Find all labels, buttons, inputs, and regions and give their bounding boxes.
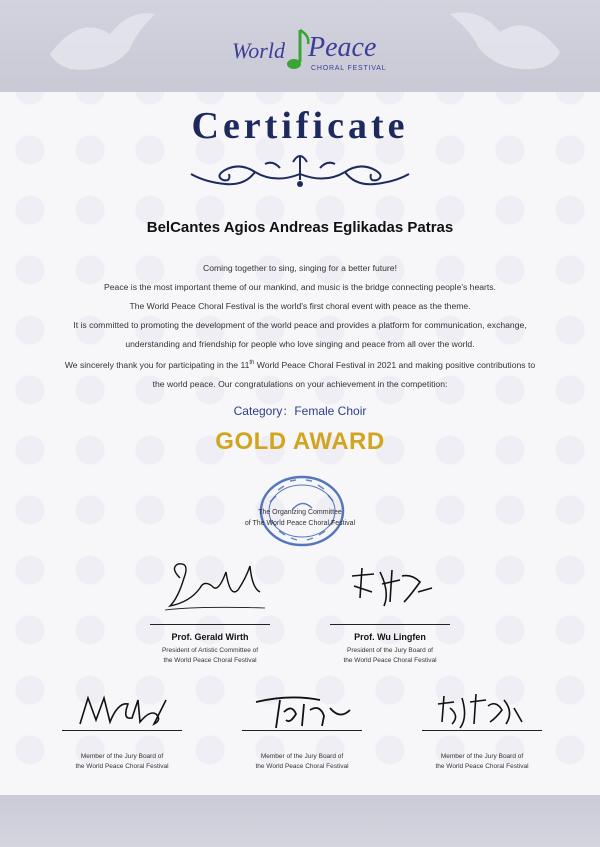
logo-subtitle: CHORAL FESTIVAL	[311, 65, 387, 72]
organizer-line: of The World Peace Choral Festival	[244, 520, 356, 527]
signatory-name: Prof. Wu Lingfen	[354, 632, 426, 642]
signature-line	[62, 730, 182, 731]
organizing-committee	[200, 507, 400, 529]
certificate-body-text	[40, 259, 560, 394]
role-line: President of the Jury Board of	[347, 647, 433, 654]
signature-gerald-wirth	[160, 558, 270, 618]
role-line: the World Peace Choral Festival	[435, 763, 529, 770]
role-line: Member of the Jury Board of	[440, 753, 524, 760]
role-line: the World Peace Choral Festival	[255, 763, 349, 770]
festival-logo	[0, 22, 600, 82]
body-line: It is committed to promoting the development of the world peace and provides a platform for communication, exchange,	[73, 320, 527, 330]
role-line: Member of the Jury Board of	[80, 753, 164, 760]
signatory-role	[130, 646, 290, 666]
signatory-role	[42, 752, 202, 772]
role-line: Member of the Jury Board of	[260, 753, 344, 760]
flourish-ornament-icon	[185, 150, 415, 192]
signatory-role	[402, 752, 562, 772]
signature-line	[150, 624, 270, 625]
signatory-role	[222, 752, 382, 772]
body-line: the world peace. Our congratulations on your achievement in the competition:	[152, 378, 448, 389]
role-line: the World Peace Choral Festival	[163, 657, 257, 664]
signatory-role	[310, 646, 470, 666]
body-line	[40, 354, 560, 375]
role-line: President of Artistic Committee of	[161, 647, 259, 654]
body-line-part: World Peace Choral Festival in 2021 and making positive contributions to	[254, 359, 536, 370]
body-line: The World Peace Choral Festival is the world's first choral event with peace as the theme.	[129, 301, 471, 311]
signature-line	[422, 730, 542, 731]
body-line: understanding and friendship for people who love singing and peace from all over the world.	[125, 339, 475, 349]
role-line: the World Peace Choral Festival	[75, 763, 169, 770]
top-banner	[0, 0, 600, 92]
jury-member-signature	[70, 690, 180, 735]
certificate-title: Certificate	[191, 105, 409, 147]
logo-word-peace: Peace	[308, 32, 377, 63]
jury-member-signature	[250, 690, 360, 735]
body-line: Peace is the most important theme of our mankind, and music is the bridge connecting people's hearts.	[104, 282, 496, 292]
role-line: the World Peace Choral Festival	[343, 657, 437, 664]
bottom-banner	[0, 795, 600, 847]
body-line-part: We sincerely thank you for participating in the 11	[64, 359, 250, 370]
signature-wu-lingfen	[340, 562, 440, 617]
jury-member-signature	[430, 688, 530, 733]
category-label: Category：Female Choir	[233, 404, 367, 418]
recipient-name: BelCantes Agios Andreas Eglikadas Patras	[146, 219, 454, 236]
signatory-name: Prof. Gerald Wirth	[171, 632, 249, 642]
body-line: Coming together to sing, singing for a better future!	[203, 263, 397, 273]
organizer-line: The Organizing Committee	[258, 509, 342, 516]
award-title: GOLD AWARD	[215, 428, 385, 455]
signature-line	[330, 624, 450, 625]
signature-line	[242, 730, 362, 731]
logo-word-world: World	[232, 38, 285, 63]
ordinal-suffix: th	[249, 360, 255, 366]
